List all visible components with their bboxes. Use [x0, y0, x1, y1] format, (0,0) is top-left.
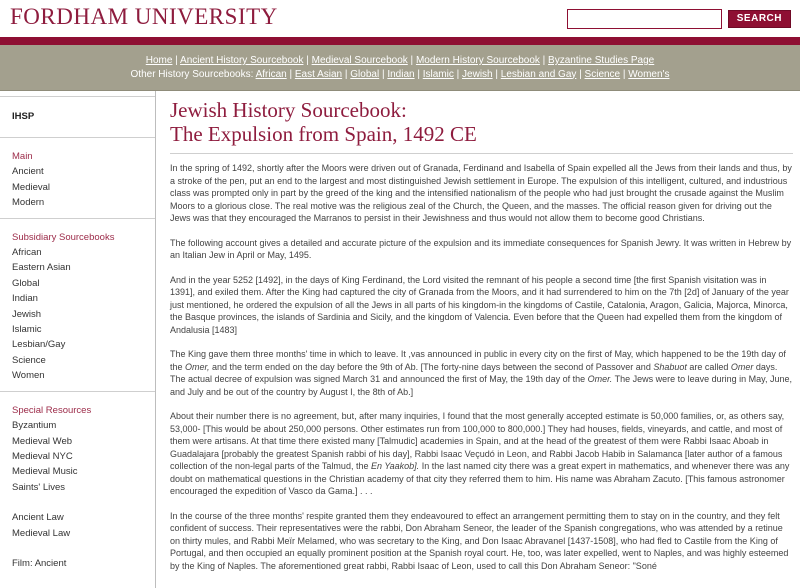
search-bar: [567, 9, 791, 29]
sidebar-rule: [0, 96, 155, 97]
top-navigation: [0, 45, 800, 91]
sidebar-item-medieval-web[interactable]: Medieval Web: [12, 435, 73, 447]
text: are called: [686, 361, 731, 372]
nav-link-ancient-history-sourcebook[interactable]: Ancient History Sourcebook: [180, 55, 304, 66]
page-title-line1: Jewish History Sourcebook:: [170, 98, 407, 122]
paragraph: [170, 510, 793, 573]
sidebar-item-medieval-law[interactable]: Medieval Law: [12, 527, 71, 539]
nav-row-primary: Home | Ancient History Sourcebook | Medieval Sourcebook | Modern History Sourcebook | Byzantine Studies Page: [145, 55, 655, 66]
sidebar-item-medieval-music[interactable]: Medieval Music: [12, 466, 78, 478]
italic-text: Omer.: [587, 374, 613, 384]
sidebar-item-women[interactable]: Women: [12, 370, 45, 382]
italic-text: Omer: [730, 361, 754, 372]
sidebar-item-modern[interactable]: Modern: [12, 197, 45, 209]
sidebar-item-african[interactable]: African: [12, 247, 42, 259]
search-button[interactable]: SEARCH: [728, 10, 791, 28]
italic-text: Omer,: [185, 361, 210, 372]
text: The King gave them three months' time in which to leave. It ,vas announced in public in every city on the first of May, which happened to be the 19th day of the: [170, 349, 786, 372]
sidebar: [0, 91, 156, 588]
nav-link-jewish[interactable]: Jewish: [462, 68, 493, 80]
sidebar-sections: [12, 149, 155, 571]
sidebar-item-jewish[interactable]: Jewish: [12, 308, 42, 320]
nav-row-prefix: Other History Sourcebooks:: [130, 68, 256, 80]
nav-link-african[interactable]: African: [255, 68, 287, 80]
sidebar-spacer: [12, 541, 155, 556]
text: In the last named city there was a great expert in mathematics, and whenever there was any doubt on mathematical questions in the Christian academy of that city they referred them to him. His name was Abraham Zacuto. [This famous astronomer encouraged the expedition of Vasco da Gama.] . . .: [170, 461, 790, 496]
nav-link-global[interactable]: Global: [350, 68, 380, 80]
text: About their number there is no agreement, but, after many inquiries, I found that the most generally accepted estimate is 50,000 families, or, as others say, 53,000- [This would be about 250,000 persons. Other estimates run from 100,000 to 800,000.] They had houses, fields, vineyards, and cattle, and most of them were artisans. At that time there existed many [Talmudic] academies in Spain, and at the head of the greatest of them were Rabbi Isaac Aboab in Guadalajara [probably the greatest Spanish rabbi of his day], Rabbi Isaac Veçudó in Leon, and Rabbi Jacob Habib in Salamanca [later author of a famous collection of the non-legal parts of the Talmud, the: [170, 411, 785, 471]
text: and the term ended on the day before the 9th of Ab. [The forty-nine days between the second of Passover and: [209, 361, 654, 372]
sidebar-item-global[interactable]: Global: [12, 277, 40, 289]
site-header: [0, 0, 800, 37]
sidebar-item-islamic[interactable]: Islamic: [12, 324, 42, 336]
fordham-university-logo[interactable]: FORDHAM UNIVERSITY: [10, 3, 278, 29]
page-title-line2: The Expulsion from Spain, 1492 CE: [170, 121, 477, 146]
nav-link-medieval-sourcebook[interactable]: Medieval Sourcebook: [311, 55, 408, 66]
sidebar-rule: [0, 391, 155, 392]
nav-link-modern-history-sourcebook[interactable]: Modern History Sourcebook: [415, 55, 540, 66]
sidebar-item-ancient-law[interactable]: Ancient Law: [12, 512, 64, 524]
nav-link-science[interactable]: Science: [584, 68, 621, 80]
title-rule: [170, 153, 793, 154]
sidebar-item-eastern-asian[interactable]: Eastern Asian: [12, 262, 71, 274]
sidebar-heading-main[interactable]: Main: [12, 151, 33, 162]
text: In the course of the three months' respite granted them they endeavoured to effect an arrangement permitting them to stay on in the country, and they felt confident of success. Their representatives were the rabbi, Don Abraham Seneor, the leader of the Spanish congregations, who was attended by a retinue on thirty mules, and Rabbi Meïr Melamed, who was secretary to the King, and Don Isaac Abravanel [1437-1508], who had fled to Castile from the King of Portugal, and then occupied an equally prominent position at the Spanish royal court. He, too, was later expelled, went to Naples, and was highly esteemed by the King of Naples. The aforementioned great rabbi, Rabbi Isaac of Leon, used to call this Don Abraham Seneor: "Soné: [170, 510, 789, 571]
nav-link-byzantine-studies-page[interactable]: Byzantine Studies Page: [548, 55, 655, 66]
maroon-divider-strip: [0, 37, 800, 45]
sidebar-item-ancient[interactable]: Ancient: [12, 166, 44, 178]
nav-link-indian[interactable]: Indian: [387, 68, 415, 80]
paragraph: [170, 274, 793, 337]
sidebar-item-medieval-nyc[interactable]: Medieval NYC: [12, 450, 73, 462]
page-title: [170, 99, 793, 146]
article-text: [170, 162, 793, 572]
text: And in the year 5252 [1492], in the days of King Ferdinand, the Lord visited the remnant of his people a second time [the first Spanish visitation was in 1391], and exiled them. After the King had captured the city of Granada from the Moors, and it had surrendered to him on the 7th [2d] of January of the year just mentioned, he ordered the expulsion of all the Jews in all parts of his kingdom-in the kingdoms of Castile, Catalonia, Aragon, Galicia, Majorca, Minorca, the Basque provinces, the islands of Sardinia and Sicily, and the kingdom of Valencia. Even before that the Queen had expelled them from the kingdom of Andalusia [1483]: [170, 274, 789, 335]
main-content: [156, 91, 800, 588]
sidebar-item-byzantium[interactable]: Byzantium: [12, 420, 57, 432]
paragraph: [170, 348, 793, 398]
sidebar-heading-subsidiary-sourcebooks[interactable]: Subsidiary Sourcebooks: [12, 231, 115, 243]
paragraph: [170, 237, 793, 262]
nav-link-islamic[interactable]: Islamic: [422, 68, 454, 80]
sidebar-brand-ihsp[interactable]: IHSP: [12, 111, 35, 122]
sidebar-item-medieval[interactable]: Medieval: [12, 181, 51, 193]
sidebar-item-science[interactable]: Science: [12, 354, 46, 366]
nav-link-home[interactable]: Home: [145, 55, 173, 66]
text: The Jews were to leave during in May, June, and July and be out of the country by August I, the 8th of Ab.]: [170, 374, 793, 397]
nav-link-east-asian[interactable]: East Asian: [294, 68, 343, 80]
search-input[interactable]: [567, 9, 722, 29]
sidebar-item-film-ancient[interactable]: Film: Ancient: [12, 557, 67, 569]
nav-link-women-s[interactable]: Women's: [628, 68, 670, 80]
text: days. The actual decree of expulsion was signed March 31 and announced the first of May, the 19th day of the: [170, 361, 778, 384]
paragraph: [170, 162, 793, 225]
italic-text: En Yaakob].: [370, 461, 420, 471]
text: The following account gives a detailed and accurate picture of the expulsion and its immediate consequences for Spanish Jewry. It was written in Hebrew by an Italian Jew in April or May, 1495.: [170, 237, 792, 260]
sidebar-spacer: [12, 495, 155, 510]
paragraph: [170, 410, 793, 498]
sidebar-rule: [0, 218, 155, 219]
sidebar-item-indian[interactable]: Indian: [12, 293, 38, 305]
page-body: [0, 91, 800, 588]
nav-link-lesbian-and-gay[interactable]: Lesbian and Gay: [500, 68, 577, 80]
sidebar-item-lesbian-gay[interactable]: Lesbian/Gay: [12, 339, 66, 351]
sidebar-heading-special-resources[interactable]: Special Resources: [12, 404, 92, 416]
sidebar-item-saints-lives[interactable]: Saints' Lives: [12, 481, 66, 493]
italic-text: Shabuot: [653, 361, 687, 372]
nav-row-secondary: Other History Sourcebooks: African | East Asian | Global | Indian | Islamic | Jewish | Lesbian and Gay | Science | Women's: [130, 68, 670, 80]
sidebar-rule: [0, 137, 155, 138]
text: In the spring of 1492, shortly after the Moors were driven out of Granada, Ferdinand and Isabella of Spain expelled all the Jews from their lands and thus, by a stroke of the pen, put an end to the largest and most distinguished Jewish settlement in Europe. The expulsion of this intelligent, cultured, and industrious class was prompted only in part by the greed of the king and the intensified nationalism of the people who had just brought the crusade against the Muslim Moors to a glorious close. The real motive was the religious zeal of the Church, the Queen, and the masses. The official reason given for driving out the Jews was that they encouraged the Marranos to persist in their Jewishness and thus would not allow them to become good Christians.: [170, 163, 792, 223]
